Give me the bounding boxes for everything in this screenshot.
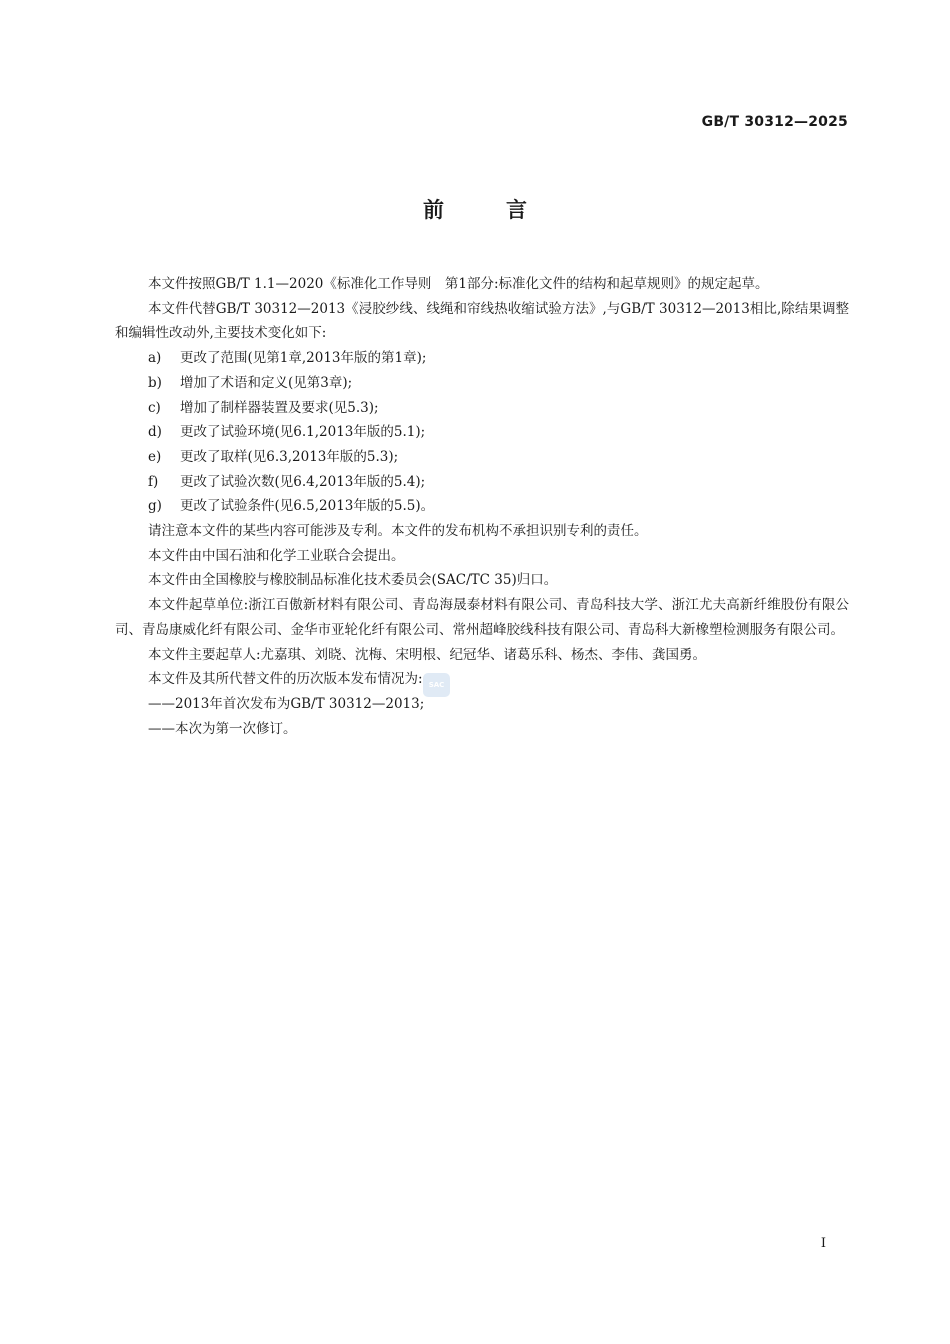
paragraph-history-intro: 本文件及其所代替文件的历次版本发布情况为: bbox=[148, 671, 423, 688]
change-item-label: a) bbox=[148, 350, 162, 367]
change-item-text: 增加了术语和定义(见第3章); bbox=[180, 374, 353, 391]
history-item: ——本次为第一次修订。 bbox=[148, 720, 297, 737]
change-item-text: 更改了试验次数(见6.4,2013年版的5.4); bbox=[180, 473, 426, 490]
change-item bbox=[115, 396, 849, 421]
change-item-label: d) bbox=[148, 424, 162, 441]
page-title: 前言 bbox=[423, 198, 589, 222]
page-number: I bbox=[820, 1236, 826, 1251]
change-item-label: b) bbox=[148, 374, 162, 391]
paragraph-replacement: 本文件代替GB/T 30312—2013《浸胶纱线、线绳和帘线热收缩试验方法》,与GB/T 30312—2013相比,除结果调整和编辑性改动外,主要技术变化如下: bbox=[115, 300, 849, 342]
document-body bbox=[115, 272, 849, 741]
change-item-label: c) bbox=[148, 399, 161, 416]
change-item-text: 更改了范围(见第1章,2013年版的第1章); bbox=[180, 350, 427, 367]
change-item bbox=[115, 346, 849, 371]
change-item bbox=[115, 470, 849, 495]
paragraph-patent-notice: 请注意本文件的某些内容可能涉及专利。本文件的发布机构不承担识别专利的责任。 bbox=[148, 523, 648, 540]
change-item-label: g) bbox=[148, 498, 162, 515]
change-item-text: 更改了取样(见6.3,2013年版的5.3); bbox=[180, 448, 399, 465]
change-item-text: 更改了试验条件(见6.5,2013年版的5.5)。 bbox=[180, 498, 435, 515]
paragraph-drafters: 本文件主要起草人:尤嘉琪、刘晓、沈梅、宋明根、纪冠华、诸葛乐科、杨杰、李伟、龚国勇。 bbox=[148, 646, 707, 663]
change-item-text: 增加了制样器装置及要求(见5.3); bbox=[180, 399, 379, 416]
paragraph-committee: 本文件由全国橡胶与橡胶制品标准化技术委员会(SAC/TC 35)归口。 bbox=[148, 572, 558, 589]
paragraph-proposer: 本文件由中国石油和化学工业联合会提出。 bbox=[148, 547, 405, 564]
standard-code: GB/T 30312—2025 bbox=[701, 114, 848, 130]
change-item-text: 更改了试验环境(见6.1,2013年版的5.1); bbox=[180, 424, 426, 441]
change-item-label: f) bbox=[148, 473, 159, 490]
change-item bbox=[115, 371, 849, 396]
change-item bbox=[115, 494, 849, 519]
history-item: ——2013年首次发布为GB/T 30312—2013; bbox=[148, 695, 425, 712]
change-item-label: e) bbox=[148, 448, 162, 465]
change-item bbox=[115, 420, 849, 445]
change-item bbox=[115, 445, 849, 470]
sac-watermark-logo: SAC bbox=[423, 673, 450, 697]
paragraph-drafting-units: 本文件起草单位:浙江百傲新材料有限公司、青岛海晟泰材料有限公司、青岛科技大学、浙江尤夫高新纤维股份有限公司、青岛康威化纤有限公司、金华市亚轮化纤有限公司、常州超峰胶线科技有限公司、青岛科大新橡塑检测服务有限公司。 bbox=[115, 597, 849, 638]
paragraph-drafting-rules: 本文件按照GB/T 1.1—2020《标准化工作导则 第1部分:标准化文件的结构和起草规则》的规定起草。 bbox=[148, 276, 769, 292]
